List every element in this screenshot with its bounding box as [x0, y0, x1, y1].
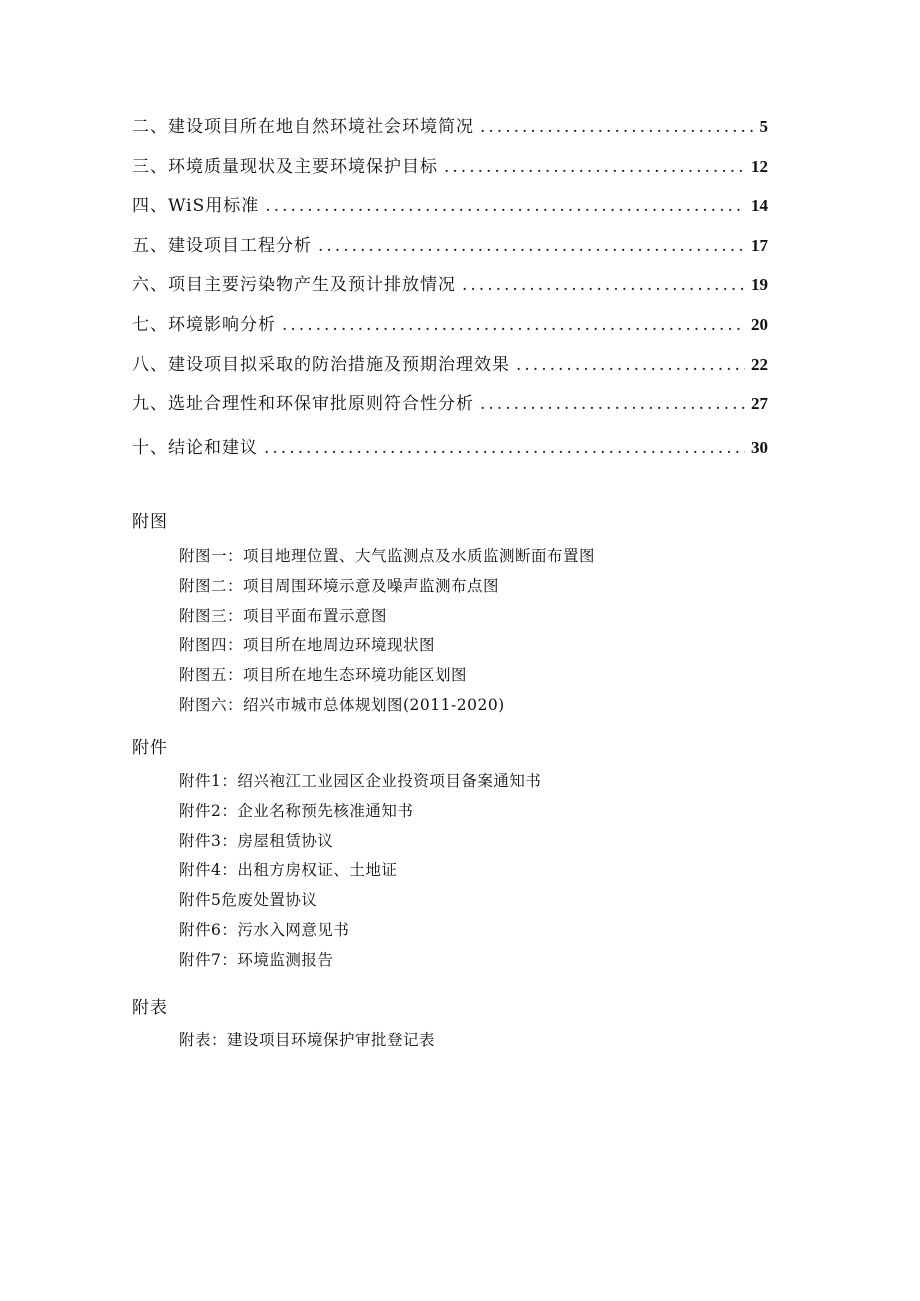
toc-dot-leader: [480, 117, 754, 137]
toc-entry-page: 20: [751, 314, 768, 334]
toc-entry[interactable]: [132, 350, 768, 390]
figure-item: 附图三：项目平面布置示意图: [179, 606, 388, 625]
toc-entry[interactable]: [132, 310, 768, 350]
attachment-item: 附件4：出租方房权证、土地证: [179, 861, 398, 880]
toc-entry-page: 17: [751, 235, 768, 255]
figure-item: 附图一：项目地理位置、大气监测点及水质监测断面布置图: [179, 547, 596, 565]
toc-entry-title: 二、建设项目所在地自然环境社会环境简况: [132, 117, 474, 137]
attachment-item: 附件5危废处置协议: [179, 891, 318, 910]
toc-entry-page: 5: [759, 117, 768, 136]
toc-entry-title: 五、建设项目工程分析: [132, 235, 312, 256]
figures-heading: 附图: [132, 512, 168, 532]
toc-dot-leader: [516, 355, 745, 375]
toc-entry-title: 三、环境质量现状及主要环境保护目标: [132, 156, 438, 177]
toc-entry-title: 十、结论和建议: [132, 437, 258, 458]
figure-item: 附图六：绍兴市城市总体规划图(2011-2020): [179, 695, 505, 714]
toc-dot-leader: [282, 315, 745, 335]
figure-item: 附图四：项目所在地周边环境现状图: [179, 636, 436, 655]
attachment-item: 附件6：污水入网意见书: [179, 920, 350, 939]
toc-dot-leader: [318, 236, 745, 256]
toc-entry[interactable]: [132, 231, 768, 271]
toc-entry-title: 六、项目主要污染物产生及预计排放情况: [132, 275, 456, 296]
toc-entry[interactable]: [132, 191, 768, 231]
toc-dot-leader: [444, 157, 745, 177]
toc-entry-page: 19: [751, 275, 768, 295]
toc-entry-title: 七、环境影响分析: [132, 314, 276, 335]
toc-entry-page: 30: [751, 437, 768, 457]
attachment-item: 附件3：房屋租赁协议: [179, 831, 334, 850]
toc-entry-page: 22: [751, 354, 768, 374]
toc-entry[interactable]: [132, 270, 768, 310]
table-item: 附表：建设项目环境保护审批登记表: [179, 1031, 436, 1049]
figure-item: 附图五：项目所在地生态环境功能区划图: [179, 666, 468, 685]
toc-entry-title: 九、选址合理性和环保审批原则符合性分析: [132, 394, 474, 415]
figure-item: 附图二：项目周围环境示意及噪声监测布点图: [179, 576, 500, 595]
toc-dot-leader: [462, 275, 745, 295]
attachment-item: 附件7：环境监测报告: [179, 950, 334, 969]
toc-entry-title: 八、建设项目拟采取的防治措施及预期治理效果: [132, 354, 510, 375]
toc-entry[interactable]: [132, 152, 768, 192]
toc-dot-leader: [265, 196, 745, 216]
toc-entry[interactable]: [132, 112, 768, 152]
attachments-heading: 附件: [132, 738, 168, 758]
toc-dot-leader: [480, 394, 745, 414]
toc-entry[interactable]: [132, 433, 768, 473]
tables-heading: 附表: [132, 998, 168, 1018]
figures-list: [179, 542, 595, 721]
toc-dot-leader: [264, 438, 745, 458]
toc-entry-page: 12: [751, 156, 768, 176]
attachment-item: 附件2：企业名称预先核准通知书: [179, 801, 414, 820]
attachment-item: 附件1：绍兴袍江工业园区企业投资项目备案通知书: [179, 772, 542, 790]
tables-list: [179, 1026, 435, 1056]
toc-entry-page: 27: [751, 394, 768, 414]
toc-entry-page: 14: [751, 196, 768, 216]
toc-entry[interactable]: [132, 389, 768, 429]
table-of-contents: [132, 112, 768, 472]
toc-entry-title: 四、WiS用标准: [132, 196, 260, 217]
attachments-list: [179, 767, 541, 976]
